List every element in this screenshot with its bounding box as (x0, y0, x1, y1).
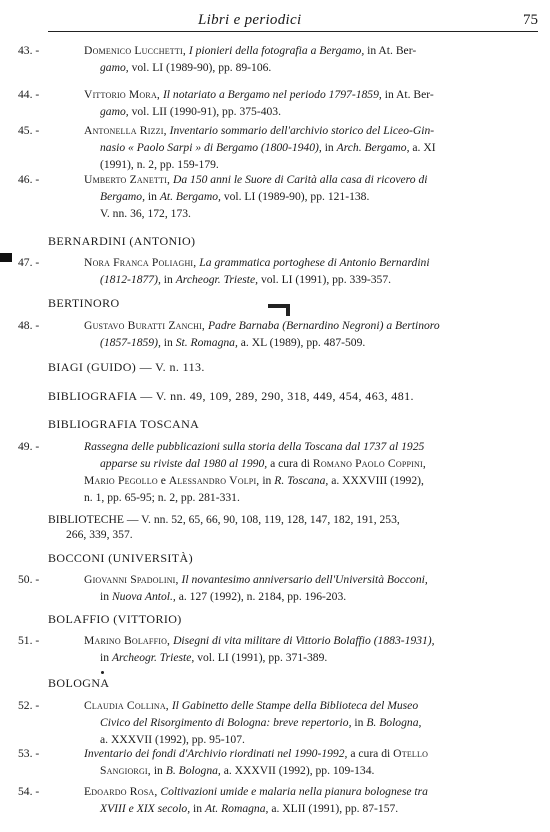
entry-number: 45. - (18, 124, 40, 137)
entry-citation: vol. LI (1991), pp. 339-357. (260, 273, 392, 286)
entry-journal: gamo, (100, 61, 129, 74)
entry-title-cont: apparse su riviste dal 1980 al 1990, (100, 457, 268, 470)
entry-title: Il novantesimo anniversario dell'Università Bocconi, (181, 573, 428, 586)
entry-48 (18, 317, 542, 351)
entry-citation: vol. LI (1989-90), pp. 89-106. (131, 61, 272, 74)
entry-in: in (163, 336, 173, 349)
entry-citation: a. XXXVII (1992), pp. 109-134. (223, 764, 375, 777)
entry-journal: At. Romagna, (204, 802, 269, 815)
entry-title-cont: Civico del Risorgimento di Bologna: breve repertorio, (100, 716, 352, 729)
entry-body (68, 632, 542, 666)
section-heading-biagi: BIAGI (GUIDO) — V. n. 113. (48, 360, 205, 374)
entry-tail: in At. Ber- (384, 88, 434, 101)
section-heading-bibliografia-toscana: BIBLIOGRAFIA TOSCANA (48, 417, 200, 431)
entry-title-cont: XVIII e XIX secolo, (100, 802, 191, 815)
entry-50 (18, 571, 542, 605)
entry-number: 53. - (18, 747, 40, 760)
entry-number: 44. - (18, 88, 40, 101)
entry-journal: Nuova Antol., (111, 590, 176, 603)
ink-dot (101, 671, 104, 674)
header-rule (48, 31, 538, 32)
entry-in: in (100, 651, 110, 664)
entry-journal: gamo, (100, 105, 129, 118)
entry-number: 50. - (18, 573, 40, 586)
entry-citation: a. XI (412, 141, 436, 154)
entry-number: 48. - (18, 319, 40, 332)
entry-title: Coltivazioni umide e malaria nella pianura bolognese tra (160, 785, 428, 798)
section-heading-bolaffio: BOLAFFIO (VITTORIO) (48, 612, 182, 626)
running-head (48, 10, 538, 32)
entry-title-cont: (1812-1877), (100, 273, 161, 286)
entry-author: Umberto Zanetti, (84, 173, 171, 186)
entry-body (68, 171, 542, 222)
entry-47 (18, 254, 542, 288)
entry-conj: e (160, 474, 166, 487)
entry-citation: vol. LI (1991), pp. 371-389. (197, 651, 328, 664)
entry-author: Vittorio Mora, (84, 88, 161, 101)
entry-citation: a. 127 (1992), n. 2184, pp. 196-203. (178, 590, 347, 603)
entry-citation: a. XL (1989), pp. 487-509. (240, 336, 366, 349)
entry-author: Marino Bolaffio, (84, 634, 171, 647)
entry-title: Disegni di vita militare di Vittorio Bolaffio (1883-1931), (173, 634, 435, 647)
entry-citation: a. XXXVIII (1992), (331, 474, 424, 487)
entry-title: Inventario dei fondi d'Archivio riordinati nel 1990-1992, (84, 747, 348, 760)
entry-43 (18, 42, 542, 76)
entry-editor-label: a cura di (270, 457, 310, 470)
entry-in: in (147, 190, 157, 203)
entry-citation: a. XLII (1991), pp. 87-157. (271, 802, 399, 815)
entry-journal: Archeogr. Trieste, (175, 273, 259, 286)
entry-body (68, 697, 542, 748)
section-heading-biblioteche: BIBLIOTECHE — V. nn. 52, 65, 66, 90, 108, 119, 128, 147, 182, 191, 253, (48, 513, 400, 526)
entry-title: Il Gabinetto delle Stampe della Biblioteca del Museo (171, 699, 419, 712)
entry-citation: a. XXXVII (1992), pp. 95-107. (100, 733, 245, 746)
entry-body (68, 745, 542, 779)
entry-number: 54. - (18, 785, 40, 798)
entry-49 (18, 438, 542, 506)
entry-title: Inventario sommario dell'archivio storico del Liceo-Gin- (169, 124, 435, 137)
entry-number: 47. - (18, 256, 40, 269)
entry-44 (18, 86, 542, 120)
entry-title: Padre Barnaba (Bernardino Negroni) a Bertinoro (207, 319, 440, 332)
entry-body (68, 122, 542, 173)
entry-54 (18, 783, 542, 817)
entry-body (68, 571, 542, 605)
entry-45 (18, 122, 542, 173)
entry-editor: Romano Paolo Coppini, (312, 457, 426, 470)
entry-journal: R. Toscana, (274, 474, 329, 487)
entry-title: Da 150 anni le Suore di Carità alla casa di ricovero di (172, 173, 428, 186)
entry-journal: Arch. Bergamo, (336, 141, 410, 154)
entry-citation-cont: (1991), n. 2, pp. 159-179. (100, 158, 219, 171)
entry-title: Il notariato a Bergamo nel periodo 1797-1859, (162, 88, 382, 101)
entry-citation: vol. LII (1990-91), pp. 375-403. (131, 105, 281, 118)
entry-number: 46. - (18, 173, 40, 186)
entry-title: Rassegna delle pubblicazioni sulla storia della Toscana dal 1737 al 1925 (84, 440, 425, 453)
entry-author: Edoardo Rosa, (84, 785, 158, 798)
running-title: Libri e periodici (198, 12, 302, 28)
entry-51 (18, 632, 542, 666)
entry-body (68, 317, 542, 351)
entry-author: Domenico Lucchetti, (84, 44, 186, 57)
entry-in: in (100, 590, 110, 603)
entry-number: 43. - (18, 44, 40, 57)
entry-body (68, 86, 542, 120)
entry-46 (18, 171, 542, 222)
entry-see-also: V. nn. 36, 172, 173. (100, 207, 191, 220)
entry-body (68, 42, 542, 76)
entry-editor: Alessandro Volpi, (168, 474, 260, 487)
entry-editor: Mario Pegollo (84, 474, 158, 487)
entry-title-cont: nasio « Paolo Sarpi » di Bergamo (1800-1940), (100, 141, 322, 154)
margin-mark (0, 253, 12, 262)
entry-tail: in At. Ber- (367, 44, 417, 57)
entry-title: La grammatica portoghese di Antonio Bernardini (199, 256, 430, 269)
entry-author: Claudia Collina, (84, 699, 169, 712)
entry-title-cont: (1857-1859), (100, 336, 161, 349)
section-heading-bocconi: BOCCONI (UNIVERSITÀ) (48, 551, 193, 565)
entry-editor-cont: Sangiorgi, (100, 764, 151, 777)
entry-in: in (153, 764, 163, 777)
entry-in: in (354, 716, 364, 729)
biblioteche-cont: 266, 339, 357. (66, 528, 133, 541)
entry-citation-cont: n. 1, pp. 65-95; n. 2, pp. 281-331. (84, 491, 240, 504)
entry-number: 49. - (18, 440, 40, 453)
entry-53 (18, 745, 542, 779)
entry-journal: B. Bologna, (366, 716, 422, 729)
printer-mark-tick (286, 304, 290, 316)
entry-author: Nora Franca Poliaghi, (84, 256, 197, 269)
entry-author: Giovanni Spadolini, (84, 573, 179, 586)
entry-in: in (262, 474, 272, 487)
section-heading-bernardini: BERNARDINI (ANTONIO) (48, 234, 196, 248)
entry-author: Gustavo Buratti Zanchi, (84, 319, 206, 332)
section-heading-bologna: BOLOGNA (48, 676, 110, 690)
entry-journal: B. Bologna, (165, 764, 221, 777)
entry-number: 52. - (18, 699, 40, 712)
entry-editor-label: a cura di (350, 747, 391, 760)
entry-editor: Otello (393, 747, 429, 760)
entry-body (68, 254, 542, 288)
entry-in: in (324, 141, 334, 154)
entry-52 (18, 697, 542, 748)
entry-author: Antonella Rizzi, (84, 124, 167, 137)
entry-in: in (193, 802, 203, 815)
entry-title-cont: Bergamo, (100, 190, 145, 203)
entry-journal: Archeogr. Trieste, (111, 651, 195, 664)
section-heading-bibliografia: BIBLIOGRAFIA — V. nn. 49, 109, 289, 290, 318, 449, 454, 463, 481. (48, 389, 414, 403)
entry-body (68, 783, 542, 817)
section-heading-bertinoro: BERTINORO (48, 296, 120, 310)
entry-journal: St. Romagna, (175, 336, 238, 349)
entry-body (68, 438, 542, 506)
entry-journal: At. Bergamo, (159, 190, 221, 203)
entry-title: I pionieri della fotografia a Bergamo, (188, 44, 365, 57)
page-number: 75 (523, 12, 538, 28)
entry-in: in (163, 273, 173, 286)
entry-number: 51. - (18, 634, 40, 647)
entry-citation: vol. LI (1989-90), pp. 121-138. (223, 190, 370, 203)
